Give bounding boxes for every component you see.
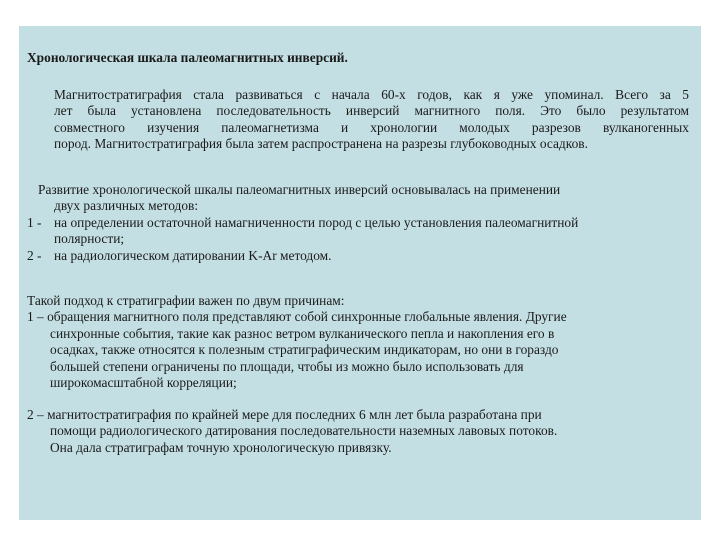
paragraph-line: пород. Магнитостратиграфия была затем распространена на разрезы глубоководных осадков. bbox=[54, 136, 588, 152]
paragraph-magnetostratigraphy-history bbox=[54, 87, 689, 153]
paragraph-line: 2 – магнитостратиграфия по крайней мере для последних 6 млн лет была разработана при bbox=[27, 407, 542, 422]
paragraph-line: лет была установлена последовательность инверсий магнитного поля. Это было результатом bbox=[54, 103, 689, 119]
list-item-method-1 bbox=[27, 215, 693, 248]
paragraph-line: Такой подход к стратиграфии важен по двум причинам: bbox=[27, 293, 345, 308]
paragraph-line: 1 – обращения магнитного поля представляют собой синхронные глобальные явления. Другие bbox=[27, 309, 567, 325]
slide-panel bbox=[19, 26, 701, 520]
paragraph-line: осадках, также относятся к полезным стратиграфическим индикаторам, но они в гораздо bbox=[50, 342, 559, 358]
paragraph-line: Она дала стратиграфам точную хронологическую привязку. bbox=[50, 439, 392, 455]
list-item-text: полярности; bbox=[54, 231, 125, 247]
paragraph-methods bbox=[27, 182, 693, 264]
list-item-method-2 bbox=[27, 248, 693, 264]
paragraph-second-reason bbox=[27, 407, 693, 456]
paragraph-line: синхронные события, такие как разнос ветром вулканического пепла и накопления его в bbox=[50, 325, 555, 341]
list-marker: 2 - bbox=[27, 247, 42, 263]
document-title: Хронологическая шкала палеомагнитных инверсий. bbox=[27, 50, 348, 65]
paragraph-line: помощи радиологического датирования последовательности наземных лавовых потоков. bbox=[50, 423, 558, 439]
list-marker: 1 - bbox=[27, 214, 42, 230]
paragraph-line: Магнитостратиграфия стала развиваться с начала 60-х годов, как я уже упоминал. Всего за 5 bbox=[54, 87, 689, 102]
list-item-text: на определении остаточной намагниченности пород с целью установления палеомагнитной bbox=[54, 214, 579, 230]
paragraph-reasons bbox=[27, 293, 693, 391]
list-item-text: на радиологическом датировании K-Ar методом. bbox=[54, 247, 332, 263]
paragraph-line: двух различных методов: bbox=[54, 198, 199, 214]
paragraph-line: большей степени ограничены по площади, чтобы из можно было использовать для bbox=[50, 358, 524, 374]
paragraph-line: широкомасштабной корреляции; bbox=[50, 375, 237, 391]
paragraph-line: совместного изучения палеомагнетизма и хронологии молодых разрезов вулканогенных bbox=[54, 119, 689, 135]
paragraph-line: Развитие хронологической шкалы палеомагнитных инверсий основывалась на применении bbox=[38, 182, 561, 197]
